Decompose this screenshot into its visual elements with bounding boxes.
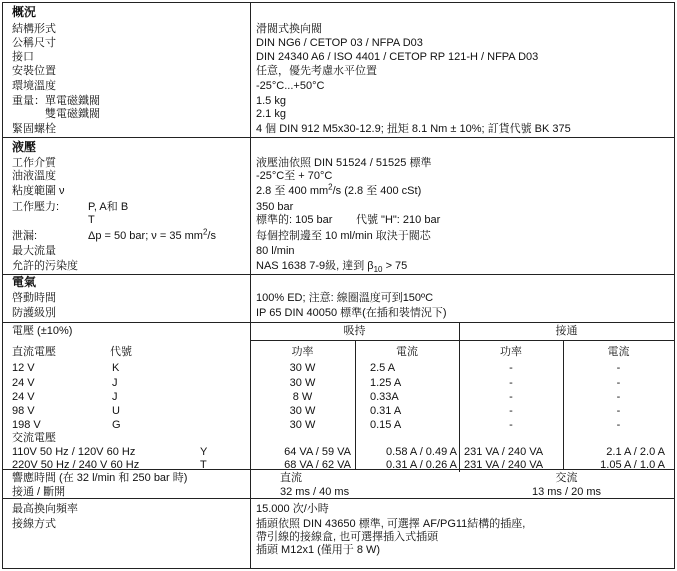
label: P, A和 B — [88, 201, 129, 213]
inrush-power: - — [509, 391, 513, 403]
value: NAS 1638 7-9級, 達到 $\beta_{10} > 75$ — [256, 260, 408, 275]
value: 13 ms / 20 ms — [531, 486, 602, 498]
holding-power: 64 VA / 59 VA — [284, 446, 351, 458]
column-header: 吸持 — [343, 325, 366, 337]
voltage-code: G — [112, 419, 121, 431]
column-divider — [355, 340, 356, 469]
inrush-current: - — [616, 405, 621, 417]
voltage-code: K — [112, 362, 120, 374]
label: 電壓 (±10%) — [12, 325, 73, 337]
value: 任意，優先考慮水平位置 — [256, 65, 377, 77]
section-divider — [2, 322, 674, 323]
column-divider — [250, 2, 251, 568]
voltage-code: Y — [200, 446, 208, 458]
column-header: 功率 — [500, 346, 522, 358]
label: 油液溫度 — [12, 170, 56, 182]
label: 最高換向頻率 — [12, 503, 78, 515]
value: 350 bar — [256, 201, 294, 213]
label: 重量：單電磁鐵閥 — [12, 95, 100, 107]
value: 標準的: 105 bar — [256, 214, 333, 226]
holding-power: 8 W — [292, 391, 313, 403]
label: 交流電壓 — [12, 432, 56, 444]
value: -25°C至 + 70°C — [256, 170, 333, 182]
subheader-divider — [250, 340, 674, 341]
label: 泄漏: — [12, 230, 38, 242]
inrush-power: - — [509, 419, 513, 431]
label: 代號 — [110, 346, 132, 358]
dc-voltage: 24 V — [12, 377, 35, 389]
label: 結構形式 — [12, 23, 56, 35]
voltage-code: T — [200, 459, 207, 471]
value: 插頭依照 DIN 43650 標準, 可選擇 AF/PG11結構的插座, — [256, 518, 526, 530]
label: 防護級別 — [12, 307, 56, 319]
inrush-power: - — [509, 377, 513, 389]
column-header: 交流 — [555, 472, 578, 484]
inrush-current: - — [616, 391, 621, 403]
inrush-current: 2.1 A / 2.0 A — [606, 446, 665, 458]
value: IP 65 DIN 40050 標準(在插和裝情況下) — [256, 307, 447, 319]
value: DIN NG6 / CETOP 03 / NFPA D03 — [256, 37, 423, 49]
inrush-current: - — [616, 419, 621, 431]
label: 啓動時間 — [12, 292, 56, 304]
label: 接通 / 斷開 — [12, 486, 66, 498]
value: -25°C...+50°C — [256, 80, 325, 92]
column-header: 接通 — [555, 325, 578, 337]
value: 100% ED; 注意: 線圈溫度可到150ºC — [256, 292, 434, 304]
holding-current: 0.31 A / 0.26 A — [386, 459, 457, 471]
inrush-current: - — [616, 377, 621, 389]
label: T — [88, 214, 95, 226]
holding-current: 0.33A — [370, 391, 399, 403]
label: 工作壓力: — [12, 201, 60, 213]
label: 公稱尺寸 — [12, 37, 56, 49]
column-header: 功率 — [291, 346, 314, 358]
inrush-power: 231 VA / 240 VA — [464, 446, 544, 458]
inrush-power: - — [509, 362, 513, 374]
value: 每個控制邊至 10 ml/min 取決于閥芯 — [256, 230, 431, 242]
label: 緊固螺栓 — [12, 123, 56, 135]
section-divider — [2, 137, 674, 138]
value: 2.8 至 400 $mm^2/s$ (2.8 至 400 cSt) — [256, 182, 422, 197]
column-header: 直流 — [280, 472, 302, 484]
column-header: 電流 — [607, 346, 630, 358]
value: 4 個 DIN 912 M5x30-12.9; 扭矩 8.1 Nm ± 10%; 訂貨代號 BK 375 — [256, 123, 571, 135]
ac-voltage: 220V 50 Hz / 240 V 60 Hz — [12, 459, 140, 471]
holding-power: 30 W — [289, 405, 316, 417]
label: 粘度範圍 ν — [12, 185, 65, 197]
value: 插頭 M12x1 (僅用于 8 W) — [256, 544, 381, 556]
dc-voltage: 12 V — [12, 362, 35, 374]
value: 1.5 kg — [256, 95, 286, 107]
label: 接口 — [12, 51, 34, 63]
inrush-power: - — [509, 405, 513, 417]
label: 雙電磁鐵閥 — [45, 108, 100, 120]
value: 液壓油依照 DIN 51524 / 51525 標準 — [256, 157, 432, 169]
holding-power: 68 VA / 62 VA — [284, 459, 351, 471]
dc-voltage: 24 V — [12, 391, 35, 403]
label: 直流電壓 — [12, 346, 56, 358]
value: 80 l/min — [256, 245, 295, 257]
section-title-general: 概況 — [12, 5, 37, 19]
section-title-electrical: 電氣 — [12, 275, 37, 289]
ac-voltage: 110V 50 Hz / 120V 60 Hz — [12, 446, 136, 458]
value: 15.000 次/小時 — [256, 503, 329, 515]
holding-power: 30 W — [289, 362, 316, 374]
inrush-current: - — [616, 362, 621, 374]
label: Δp = 50 bar; ν = 35 $mm^2/s$ — [88, 227, 216, 242]
label: 最大流量 — [12, 245, 56, 257]
voltage-code: J — [112, 391, 118, 403]
holding-current: 2.5 A — [370, 362, 396, 374]
label: 安裝位置 — [12, 65, 56, 77]
value: 32 ms / 40 ms — [280, 486, 350, 498]
column-header: 電流 — [396, 346, 418, 358]
holding-current: 0.58 A / 0.49 A — [386, 446, 457, 458]
voltage-code: J — [112, 377, 118, 389]
holding-current: 0.31 A — [370, 405, 402, 417]
holding-power: 30 W — [289, 419, 316, 431]
value: 代號 "H": 210 bar — [356, 214, 441, 226]
holding-current: 1.25 A — [370, 377, 402, 389]
voltage-code: U — [112, 405, 120, 417]
label: 允許的污染度 — [12, 260, 78, 272]
dc-voltage: 198 V — [12, 419, 41, 431]
section-title-hydraulic: 液壓 — [12, 140, 37, 154]
label: 響應時間 (在 32 l/min 和 250 bar 時) — [12, 472, 188, 484]
value: DIN 24340 A6 / ISO 4401 / CETOP RP 121-H / NFPA D03 — [256, 51, 539, 63]
label: 環境溫度 — [12, 80, 56, 92]
holding-power: 30 W — [289, 377, 316, 389]
label: 工作介質 — [12, 157, 56, 169]
value: 2.1 kg — [256, 108, 286, 120]
label: 接線方式 — [12, 518, 56, 530]
dc-voltage: 98 V — [12, 405, 35, 417]
section-divider — [2, 274, 674, 275]
value: 帶引線的接線盒, 也可選擇插入式插頭 — [256, 531, 439, 543]
inrush-current: 1.05 A / 1.0 A — [600, 459, 665, 471]
holding-current: 0.15 A — [370, 419, 402, 431]
inrush-power: 231 VA / 240 VA — [464, 459, 544, 471]
value: 滑閥式換向閥 — [256, 23, 322, 35]
